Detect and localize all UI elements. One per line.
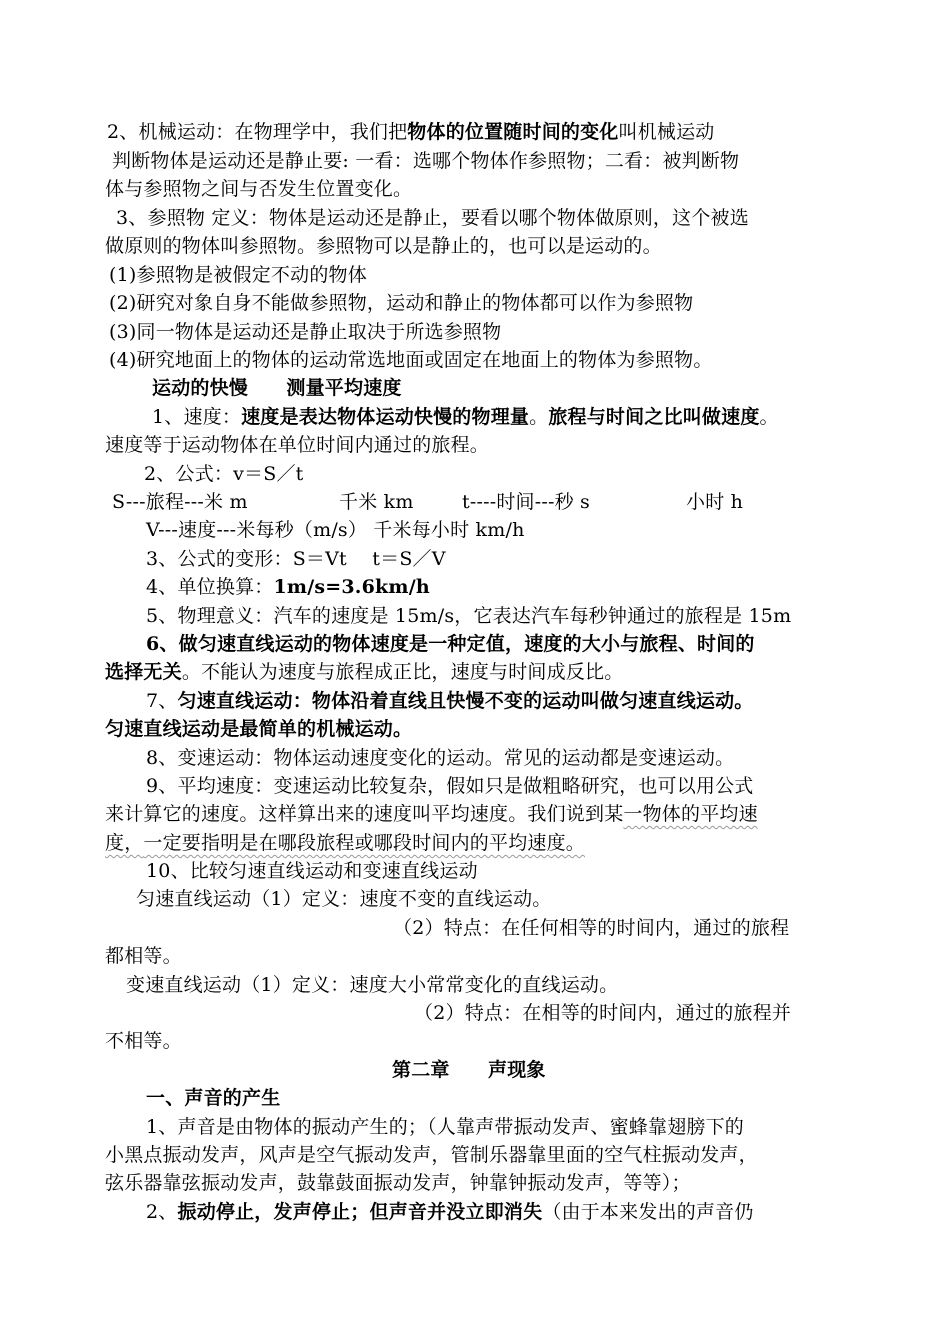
- reference-def-line-1: 3、参照物 定义：物体是运动还是静止，要看以哪个物体做原则，这个被选: [116, 207, 749, 229]
- sound-origin-line-2: 小黑点振动发声，风声是空气振动发声，管制乐器靠里面的空气柱振动发声，: [105, 1144, 758, 1166]
- reference-item-4: (4)研究地面上的物体的运动常选地面或固定在地面上的物体为参照物。: [109, 349, 713, 371]
- comparison-heading: 10、比较匀速直线运动和变速直线运动: [146, 860, 478, 882]
- unit-km: 千米 km: [339, 491, 414, 513]
- variable-feature-cont: 不相等。: [105, 1030, 182, 1052]
- emphasis: 1m/s=3.6km/h: [273, 576, 430, 598]
- unit-conversion: 4、单位换算：1m/s=3.6km/h: [146, 576, 430, 598]
- reference-item-3: (3)同一物体是运动还是静止取决于所选参照物: [109, 321, 502, 343]
- wavy-underline: 一物体的平均速: [623, 803, 758, 825]
- sound-origin-line-3: 弦乐器靠弦振动发声，鼓靠鼓面振动发声，钟靠钟振动发声，等等）；: [105, 1172, 691, 1194]
- variable-definition: 变速直线运动（1）定义：速度大小常常变化的直线运动。: [126, 974, 619, 996]
- sound-origin-line-1: 1、声音是由物体的振动产生的；（人靠声带振动发声、蜜蜂靠翅膀下的: [146, 1116, 744, 1138]
- speed-def-line-2: 速度等于运动物体在单位时间内通过的旅程。: [105, 434, 490, 456]
- chapter-title: 第二章 声现象: [392, 1059, 546, 1081]
- section-heading-sound: 一、声音的产生: [146, 1087, 281, 1109]
- variable-motion-def: 8、变速运动：物体运动速度变化的运动。常见的运动都是变速运动。: [146, 747, 735, 769]
- unit-v: V---速度---米每秒（m/s） 千米每小时 km/h: [146, 519, 525, 541]
- emphasis: 振动停止，发声停止；但声音并没立即消失: [177, 1201, 543, 1223]
- emphasis: 旅程与时间之比叫做速度: [548, 406, 760, 428]
- emphasis: 选择无关: [105, 661, 182, 683]
- reference-def-line-2: 做原则的物体叫参照物。参照物可以是静止的，也可以是运动的。: [105, 235, 662, 257]
- wavy-underline: 度，: [105, 832, 144, 854]
- judge-line-1: 判断物体是运动还是静止要: 一看：选哪个物体作参照物；二看：被判断物: [112, 150, 740, 172]
- physical-meaning: 5、物理意义：汽车的速度是 15m/s，它表达汽车每秒钟通过的旅程是 15m: [146, 605, 792, 627]
- variable-feature: （2）特点：在相等的时间内，通过的旅程并: [414, 1002, 792, 1024]
- emphasis: 物体的位置随时间的变化: [407, 121, 619, 143]
- uniform-feature: （2）特点：在任何相等的时间内，通过的旅程: [393, 917, 790, 939]
- mechanical-motion-line: 2、机械运动：在物理学中，我们把物体的位置随时间的变化叫机械运动: [107, 121, 715, 143]
- formula-transform: 3、公式的变形：S＝Vt t＝S／V: [146, 548, 446, 570]
- judge-line-2: 体与参照物之间与否发生位置变化。: [105, 178, 413, 200]
- unit-t: t----时间---秒 s: [462, 491, 590, 513]
- average-speed-line-1: 9、平均速度：变速运动比较复杂，假如只是做粗略研究，也可以用公式: [146, 775, 754, 797]
- unit-s: S---旅程---米 m: [112, 491, 248, 513]
- speed-def-line-1: 1、速度：速度是表达物体运动快慢的物理量。旅程与时间之比叫做速度。: [152, 406, 779, 428]
- section-heading-speed: 运动的快慢 测量平均速度: [152, 377, 402, 399]
- uniform-motion-def-line-2: 匀速直线运动是最简单的机械运动。: [105, 718, 413, 740]
- uniform-feature-cont: 都相等。: [105, 945, 182, 967]
- average-speed-line-3: [105, 829, 585, 857]
- uniform-definition: 匀速直线运动（1）定义：速度不变的直线运动。: [136, 888, 552, 910]
- reference-item-1: (1)参照物是被假定不动的物体: [109, 264, 367, 286]
- average-speed-line-2: 来计算它的速度。这样算出来的速度叫平均速度。我们说到某一物体的平均速: [105, 803, 758, 825]
- uniform-speed-constant-line-1: 6、做匀速直线运动的物体速度是一种定值，速度的大小与旅程、时间的: [146, 633, 755, 655]
- wavy-underline: 一定要指明是在哪段旅程或哪段时间内的平均速度。: [143, 832, 586, 854]
- emphasis: 速度是表达物体运动快慢的物理量: [241, 406, 530, 428]
- formula-line: 2、公式：v＝S／t: [144, 463, 304, 485]
- reference-item-2: (2)研究对象自身不能做参照物，运动和静止的物体都可以作为参照物: [109, 292, 694, 314]
- emphasis: 匀速直线运动：物体沿着直线且快慢不变的运动叫做匀速直线运动。: [177, 690, 754, 712]
- uniform-motion-def-line-1: 7、匀速直线运动：物体沿着直线且快慢不变的运动叫做匀速直线运动。: [146, 690, 754, 712]
- vibration-stop-line: 2、振动停止，发声停止；但声音并没立即消失（由于本来发出的声音仍: [146, 1201, 754, 1223]
- unit-h: 小时 h: [686, 491, 744, 513]
- uniform-speed-constant-line-2: 选择无关。不能认为速度与旅程成正比，速度与时间成反比。: [105, 661, 624, 683]
